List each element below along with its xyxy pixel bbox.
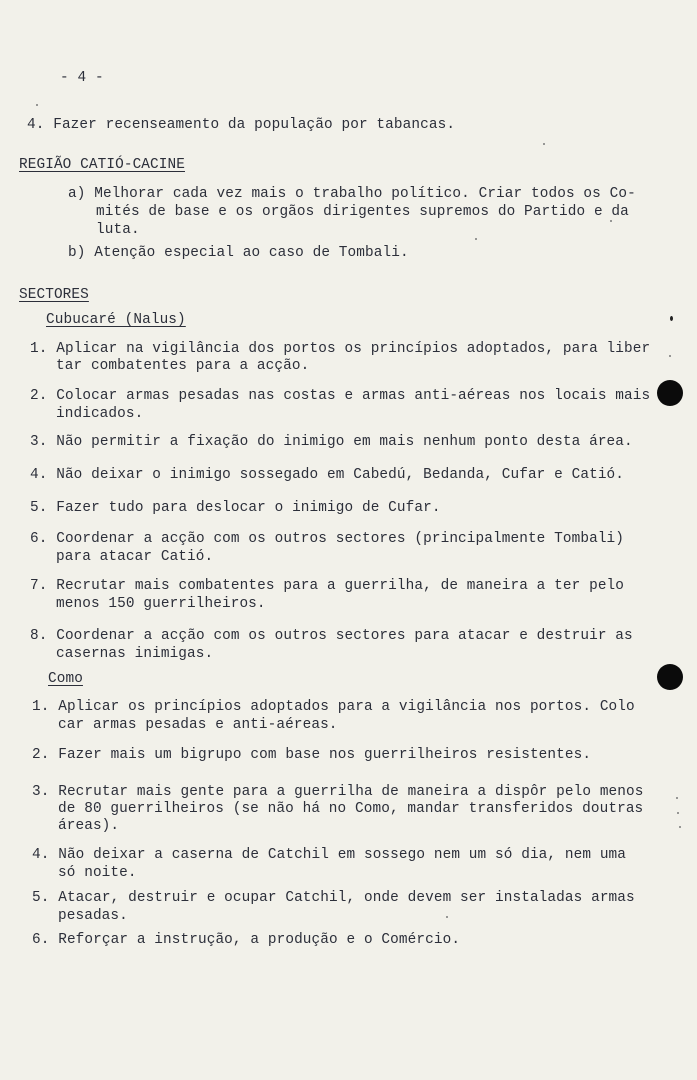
como-item-5-line2: pesadas. [58, 908, 128, 924]
cubucare-item-7-line1: 7. Recrutar mais combatentes para a guerrilha, de maneira a ter pelo [30, 578, 625, 594]
cubucare-item-7-line2: menos 150 guerrilheiros. [56, 596, 266, 612]
scan-speck [475, 238, 477, 240]
cubucare-item-5: 5. Fazer tudo para deslocar o inimigo de Cufar. [30, 500, 441, 516]
cubucare-item-6-line1: 6. Coordenar a acção com os outros sectores (principalmente Tombali) [30, 531, 625, 547]
punch-hole-top [657, 380, 683, 406]
como-item-3-line3: áreas). [58, 818, 120, 834]
scan-speck [543, 143, 545, 145]
cubucare-item-1-line2: tar combatentes para a acção. [56, 358, 310, 374]
como-item-1-line2: car armas pesadas e anti-aéreas. [58, 717, 338, 733]
scan-speck [36, 104, 38, 106]
como-heading: Como [48, 671, 83, 687]
como-item-6: 6. Reforçar a instrução, a produção e o Comércio. [32, 932, 461, 948]
page-number: - 4 - [60, 70, 104, 86]
punch-hole-bottom [657, 664, 683, 690]
scan-speck [669, 355, 671, 357]
como-item-1-line1: 1. Aplicar os princípios adoptados para a vigilância nos portos. Colo [32, 699, 635, 715]
regiao-a-line1: a) Melhorar cada vez mais o trabalho político. Criar todos os Co- [68, 186, 636, 202]
como-item-4-line2: só noite. [58, 865, 137, 881]
regiao-b: b) Atenção especial ao caso de Tombali. [68, 245, 409, 261]
cubucare-item-4: 4. Não deixar o inimigo sossegado em Cabedú, Bedanda, Cufar e Catió. [30, 467, 625, 483]
scan-speck [676, 797, 678, 799]
cubucare-item-8-line2: casernas inimigas. [56, 646, 214, 662]
como-item-4-line1: 4. Não deixar a caserna de Catchil em sossego nem um só dia, nem uma [32, 847, 627, 863]
regiao-heading: REGIÃO CATIÓ-CACINE [19, 157, 185, 173]
cubucare-heading: Cubucaré (Nalus) [46, 312, 186, 328]
cubucare-item-2-line1: 2. Colocar armas pesadas nas costas e armas anti-aéreas nos locais mais [30, 388, 651, 404]
scan-speck [610, 220, 612, 222]
cubucare-item-3: 3. Não permitir a fixação do inimigo em mais nenhum ponto desta área. [30, 434, 633, 450]
scan-speck [670, 316, 673, 321]
cubucare-item-6-line2: para atacar Catió. [56, 549, 214, 565]
como-item-5-line1: 5. Atacar, destruir e ocupar Catchil, onde devem ser instaladas armas [32, 890, 635, 906]
como-item-3-line1: 3. Recrutar mais gente para a guerrilha de maneira a dispôr pelo menos [32, 784, 644, 800]
scan-speck [679, 826, 681, 828]
cubucare-item-8-line1: 8. Coordenar a acção com os outros sectores para atacar e destruir as [30, 628, 633, 644]
scan-speck [446, 916, 448, 918]
sectores-heading: SECTORES [19, 287, 89, 303]
regiao-a-line3: luta. [96, 222, 140, 238]
regiao-a-line2: mités de base e os orgãos dirigentes supremos do Partido e da [96, 204, 629, 220]
cubucare-item-2-line2: indicados. [56, 406, 144, 422]
como-item-3-line2: de 80 guerrilheiros (se não há no Como, mandar transferidos doutras [58, 801, 644, 817]
scan-speck [677, 812, 679, 814]
como-item-2: 2. Fazer mais um bigrupo com base nos guerrilheiros resistentes. [32, 747, 592, 763]
item-4-census: 4. Fazer recenseamento da população por tabancas. [27, 117, 456, 133]
cubucare-item-1-line1: 1. Aplicar na vigilância dos portos os princípios adoptados, para liber [30, 341, 651, 357]
